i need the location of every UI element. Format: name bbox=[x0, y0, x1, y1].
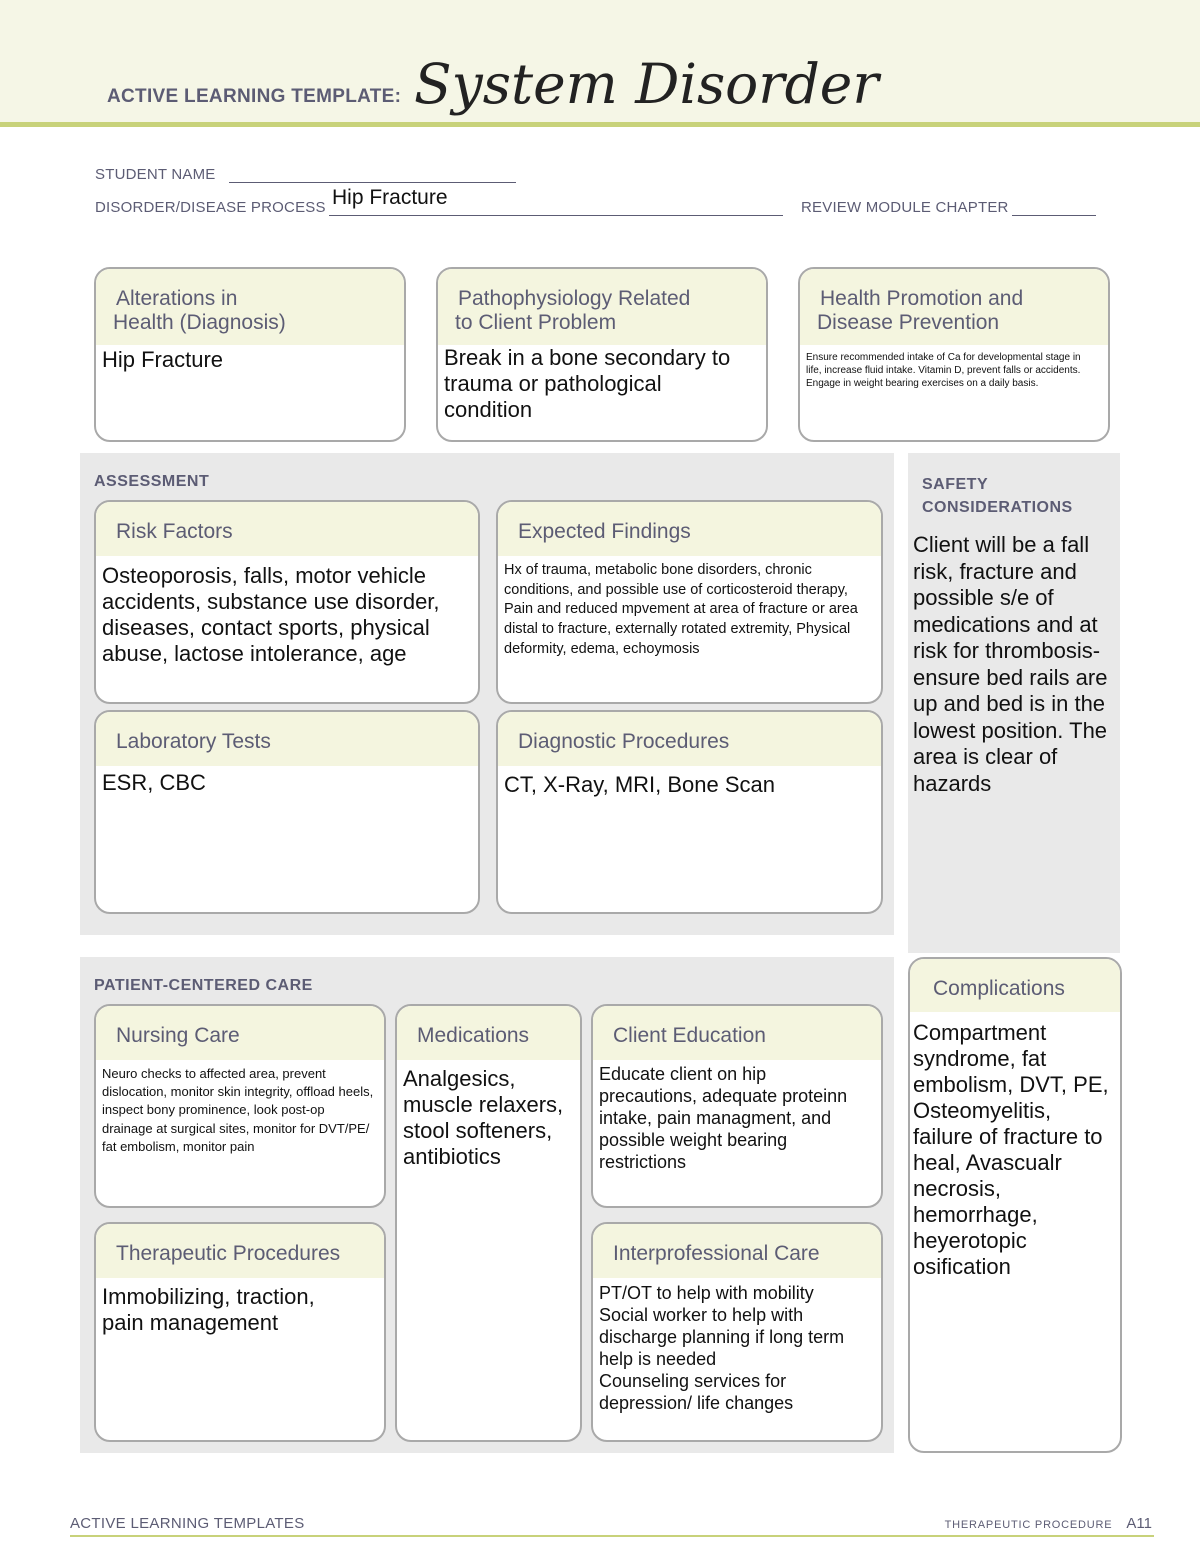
diagnostic-procedures-header: Diagnostic Procedures bbox=[498, 712, 881, 766]
disorder-line bbox=[329, 215, 783, 216]
client-education-header: Client Education bbox=[593, 1006, 881, 1060]
footer-right bbox=[945, 1515, 1152, 1532]
therapeutic-procedures-body: Immobilizing, traction, pain management bbox=[102, 1284, 315, 1335]
medications-body: Analgesics, muscle relaxers, stool softeners, antibiotics bbox=[403, 1066, 564, 1169]
health-promotion-title-line2: Disease Prevention bbox=[817, 311, 1000, 334]
safety-body: Client will be a fall risk, fracture and possible s/e of medications and at risk for thrombosis- ensure bed rails are up and bed is in the lowest position. The area is clear of hazards bbox=[913, 532, 1108, 796]
diagnostic-procedures-card bbox=[496, 710, 883, 914]
risk-factors-card bbox=[94, 500, 480, 704]
interprofessional-care-line: Counseling services for depression/ life changes bbox=[599, 1371, 794, 1413]
patient-care-label: PATIENT-CENTERED CARE bbox=[94, 977, 313, 994]
disorder-value[interactable]: Hip Fracture bbox=[332, 186, 448, 209]
client-education-card bbox=[591, 1004, 883, 1208]
expected-findings-header: Expected Findings bbox=[498, 502, 881, 556]
nursing-care-body: Neuro checks to affected area, prevent dislocation, monitor skin integrity, offload heels, inspect bony prominence, look post-op drainage at surgical sites, monitor for DVT/PE/ fat embolism, monitor pain bbox=[102, 1066, 374, 1154]
alterations-card-header bbox=[96, 269, 404, 345]
risk-factors-header: Risk Factors bbox=[96, 502, 478, 556]
interprofessional-care-body bbox=[599, 1282, 873, 1414]
health-promotion-body: Ensure recommended intake of Ca for developmental stage in life, increase fluid intake. Vitamin D, prevent falls or accidents. Engage in weight bearing exercises on a daily basis. bbox=[806, 352, 1081, 389]
nursing-care-header: Nursing Care bbox=[96, 1006, 384, 1060]
client-education-body: Educate client on hip precautions, adequate proteinn intake, pain managment, and possible weight bearing restrictions bbox=[599, 1064, 848, 1172]
expected-findings-card bbox=[496, 500, 883, 704]
health-promotion-card-header bbox=[800, 269, 1108, 345]
alterations-title-line2: Health (Diagnosis) bbox=[113, 311, 286, 334]
therapeutic-procedures-header: Therapeutic Procedures bbox=[96, 1224, 384, 1278]
interprofessional-care-line: Social worker to help with discharge planning if long term help is needed bbox=[599, 1305, 845, 1369]
complications-card bbox=[908, 957, 1122, 1453]
safety-label-line2: CONSIDERATIONS bbox=[922, 499, 1073, 516]
pathophysiology-title-line2: to Client Problem bbox=[455, 311, 617, 334]
safety-label bbox=[922, 473, 1073, 519]
interprofessional-care-card bbox=[591, 1222, 883, 1442]
expected-findings-body: Hx of trauma, metabolic bone disorders, chronic conditions, and possible use of corticosteroid therapy, Pain and reduced mpvement at area of fracture or area distal to fracture, externally rotated extremity, Physical deformity, edema, echoymosis bbox=[504, 562, 858, 657]
pathophysiology-title-line1: Pathophysiology Related bbox=[458, 287, 691, 310]
interprofessional-care-header: Interprofessional Care bbox=[593, 1224, 881, 1278]
health-promotion-title-line1: Health Promotion and bbox=[820, 287, 1024, 310]
pathophysiology-body: Break in a bone secondary to trauma or pathological condition bbox=[444, 345, 731, 422]
pathophysiology-card-header bbox=[438, 269, 766, 345]
footer-page-number: A11 bbox=[1126, 1515, 1152, 1532]
footer-section: THERAPEUTIC PROCEDURE bbox=[944, 1519, 1113, 1531]
laboratory-tests-card bbox=[94, 710, 480, 914]
footer-rule bbox=[70, 1535, 1154, 1537]
review-module-label: REVIEW MODULE CHAPTER bbox=[801, 199, 1009, 216]
interprofessional-care-line: PT/OT to help with mobility bbox=[599, 1283, 814, 1303]
disorder-label: DISORDER/DISEASE PROCESS bbox=[95, 199, 326, 216]
template-title: System Disorder bbox=[414, 52, 879, 116]
student-name-label: STUDENT NAME bbox=[95, 166, 216, 183]
nursing-care-card bbox=[94, 1004, 386, 1208]
laboratory-tests-body: ESR, CBC bbox=[102, 770, 206, 795]
diagnostic-procedures-body: CT, X-Ray, MRI, Bone Scan bbox=[504, 772, 776, 797]
medications-card bbox=[395, 1004, 582, 1442]
header-rule bbox=[0, 122, 1200, 127]
laboratory-tests-header: Laboratory Tests bbox=[96, 712, 478, 766]
alterations-card bbox=[94, 267, 406, 442]
health-promotion-card bbox=[798, 267, 1110, 442]
review-module-line[interactable] bbox=[1012, 215, 1096, 216]
complications-body: Compartment syndrome, fat embolism, DVT, PE, Osteomyelitis, failure of fracture to heal, Avascualr necrosis, hemorrhage, heyerotopic osification bbox=[913, 1020, 1109, 1279]
medications-header: Medications bbox=[397, 1006, 580, 1060]
pathophysiology-card bbox=[436, 267, 768, 442]
template-label: ACTIVE LEARNING TEMPLATE: bbox=[107, 86, 402, 107]
therapeutic-procedures-card bbox=[94, 1222, 386, 1442]
risk-factors-body: Osteoporosis, falls, motor vehicle accidents, substance use disorder, diseases, contact sports, physical abuse, lactose intolerance, age bbox=[102, 563, 440, 666]
student-name-line[interactable] bbox=[229, 182, 516, 183]
safety-label-line1: SAFETY bbox=[922, 476, 989, 493]
footer-left: ACTIVE LEARNING TEMPLATES bbox=[70, 1515, 305, 1532]
complications-header: Complications bbox=[910, 959, 1120, 1012]
alterations-title-line1: Alterations in bbox=[116, 287, 238, 310]
alterations-body: Hip Fracture bbox=[102, 347, 224, 372]
assessment-label: ASSESSMENT bbox=[94, 473, 210, 490]
